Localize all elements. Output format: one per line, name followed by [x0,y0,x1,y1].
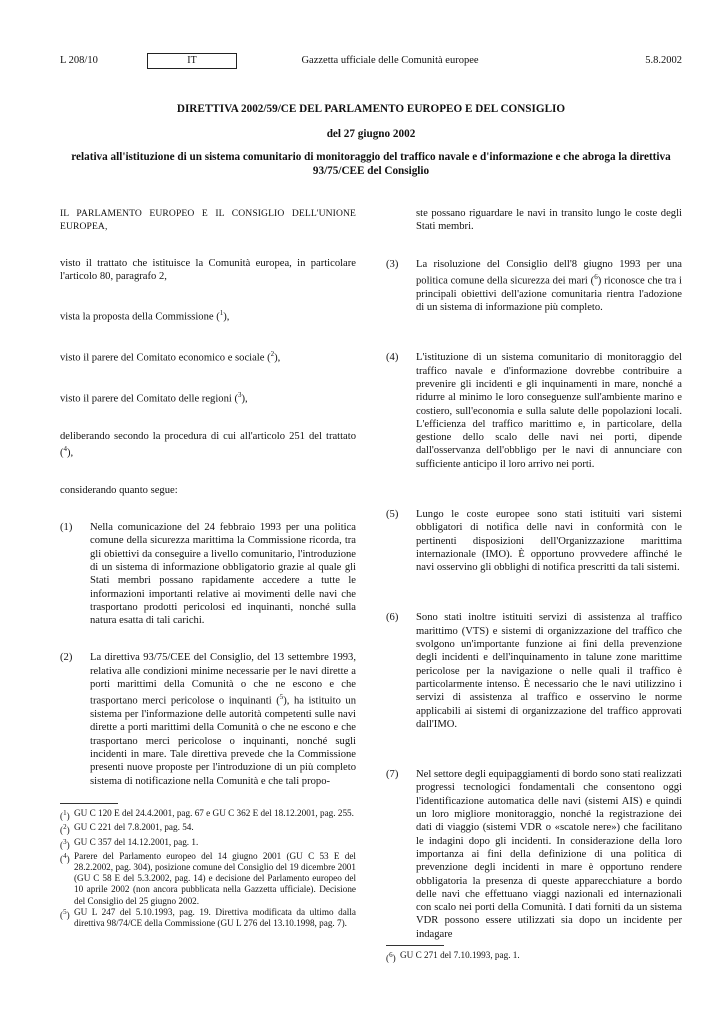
recital-3 [386,258,682,315]
directive-title: DIRETTIVA 2002/59/CE DEL PARLAMENTO EUROPEO E DEL CONSIGLIO [176,103,566,115]
footnote-number: ($^4$) [60,851,70,864]
page-header [60,53,682,71]
recital-text: Lungo le coste europee sono stati istituiti vari sistemi obbligatori di notifica delle navi in conformità con le pertinenti disposizioni dell'Organizzazione marittima internazionale (IMO). È opportuno provvedere affinché le navi osservino gli obblighi di notifica prescritti da tali sistemi. [416,508,682,574]
footnote [60,822,356,836]
recital-text: Nella comunicazione del 24 febbraio 1993 per una politica comune della sicurezza marittima la Commissione ricorda, tra gli obiettivi da conseguire a livello comunitario, l'introduzione di un sistema di informazione obbligatorio grazie al quale gli Stati membri possano rapidamente accedere a tutte le informazioni importanti relative ai movimenti delle navi che trasportano prodotti pericolosi ed inquinanti, nonché sulla natura esatta di tali carichi. [90,522,356,627]
recital-7 [386,768,682,941]
recital-number: (2) [60,652,73,664]
footnote [60,851,356,907]
recital-text: Nel settore degli equipaggiamenti di bordo sono stati realizzati progressi tecnologici fondamentali che consentono oggi l'identificazione automatica delle navi (sistemi AIS) e quindi un loro migliore monitoraggio, nonché la registrazione dei dati di viaggio (sistemi VDR o «scatole nere») che facilitano le indagini dopo gli incidenti. In considerazione della loro importanza ai fini della definizione di una politica di prevenzione degli incidenti in mare è opportuno rendere obbligatoria la presenza di queste apparecchiature a bordo delle navi che effettuano viaggi nazionali ed internazionali con scalo nei porti della Comunità. I dati forniti da un sistema VDR possono essere utilizzati sia dopo un incidente per indagare [416,769,682,940]
publication-date: 5.8.2002 [645,55,682,66]
footnote-rule [386,945,444,946]
preamble: IL PARLAMENTO EUROPEO E IL CONSIGLIO DELL'UNIONE EUROPEA, [60,208,356,233]
recital-text: La risoluzione del Consiglio dell'8 giugno 1993 per una politica comune della sicurezza dei mari ($^6$) riconosce che tra i principali obiettivi dell'azione comunitaria rientra l'adozione di un sistema di informazione più completo. [416,258,682,314]
footnote-text: Parere del Parlamento europeo del 14 giugno 2001 (GU C 53 E del 28.2.2002, pag. 304), posizione comune del Consiglio del 19 dicembre 2001 (GU C 58 E del 5.3.2002, pag. 14) e decisione del Parlamento europeo del 10 aprile 2002 (non ancora pubblicata nella Gazzetta ufficiale). Decisione del Consiglio del 25 giugno 2002. [74,850,356,906]
directive-date: del 27 giugno 2002 [326,128,416,140]
recital-number: (3) [386,258,399,270]
recital-2 [60,651,356,788]
recital-number: (7) [386,769,399,781]
recital-text: La direttiva 93/75/CEE del Consiglio, del 13 settembre 1993, relativa alle condizioni minime necessarie per le navi dirette a porti marittimi della Comunità o che ne escono e che trasportano merci pericolose o inquinanti ($^5$), ha istituito un sistema per l'informazione delle autorità competenti sulle navi dirette a porti marittimi della Comunità o che ne escono e che trasportano merci pericolose o inquinanti, nonché sugli incidenti in mare. Tale direttiva prevede che la Commissione presenti nuove proposte per l'introduzione di un più completo sistema di notificazione nella Comunità e che tali propo- [90,652,356,787]
recital-number: (5) [386,508,399,520]
footnote-number: ($^6$) [386,951,396,964]
footnote [60,837,356,851]
citation-regions: visto il parere del Comitato delle regioni ($^3$), [60,390,248,405]
footnote-text: GU C 221 del 7.8.2001, pag. 54. [74,822,194,833]
recital-2-continued [386,207,682,234]
footnote-number: ($^1$) [60,809,70,822]
recital-6 [386,611,682,731]
recital-number: (1) [60,522,73,534]
footnote-number: ($^3$) [60,837,70,850]
language-box: IT [147,53,237,69]
recital-text: Sono stati inoltre istituiti servizi di assistenza al traffico marittimo (VTS) e sistemi di organizzazione del traffico che svolgono un'importante funzione ai fini della prevenzione degli incidenti e dell'inquinamento in talune zone marittime pericolose per la navigazione o nelle quali il traffico è particolarmente intenso. È necessario che le navi utilizzino i servizi di assistenza al traffico e osservino le norme applicabili ai sistemi di organizzazione del traffico approvati dall'IMO. [416,612,682,730]
footnote [60,808,356,822]
page-reference: L 208/10 [60,55,98,66]
footnote [60,907,356,929]
footnote-rule [60,803,118,804]
footnote [386,950,682,964]
footnote-text: GU C 120 E del 24.4.2001, pag. 67 e GU C 362 E del 18.12.2001, pag. 255. [74,808,354,818]
footnote-text: GU L 247 del 5.10.1993, pag. 19. Direttiva modificata da ultimo dalla direttiva 98/74/CE della Commissione (GU L 276 del 13.10.1998, pag. 7). [74,906,356,929]
left-column [60,207,356,788]
recital-text: ste possano riguardare le navi in transito lungo le coste degli Stati membri. [416,208,682,233]
footnotes-right [386,945,682,964]
recital-text: L'istituzione di un sistema comunitario di monitoraggio del traffico navale e d'informazione dovrebbe contribuire a prevenire gli incidenti e gli inquinamenti in mare, nonché a ridurre al minimo le loro conseguenze sull'ambiente marino e costiero, sull'economia e sulla salute delle popolazioni locali. L'efficienza del traffico marittimo e, in particolare, della gestione dello scalo delle navi nei porti, dipende dall'osservanza dell'obbligo per le navi di annunciare con sufficiente anticipo il loro arrivo nei porti. [416,352,682,470]
footnotes-left [60,803,356,929]
directive-subject: relativa all'istituzione di un sistema comunitario di monitoraggio del traffico navale e d'informazione e che abroga la direttiva 93/75/CEE del Consiglio [71,151,671,177]
considering-heading: considerando quanto segue: [60,484,178,496]
footnote-text: GU C 357 del 14.12.2001, pag. 1. [74,836,199,847]
recital-4 [386,351,682,471]
recital-1 [60,521,356,627]
journal-title: Gazzetta ufficiale delle Comunità europee [301,55,479,66]
footnote-number: ($^2$) [60,823,70,836]
citation-procedure: deliberando secondo la procedura di cui all'articolo 251 del trattato ($^4$), [60,430,356,459]
citation-ecosoc: visto il parere del Comitato economico e sociale ($^2$), [60,350,281,364]
recital-5 [386,508,682,574]
citation-proposal: vista la proposta della Commissione ($^1$), [60,309,230,323]
recital-number: (6) [386,612,399,624]
footnote-number: ($^5$) [60,907,70,920]
citation-treaty: visto il trattato che istituisce la Comunità europea, in particolare l'articolo 80, paragrafo 2, [60,257,356,282]
footnote-text: GU C 271 del 7.10.1993, pag. 1. [400,950,520,960]
recital-number: (4) [386,352,399,364]
right-column [386,207,682,941]
